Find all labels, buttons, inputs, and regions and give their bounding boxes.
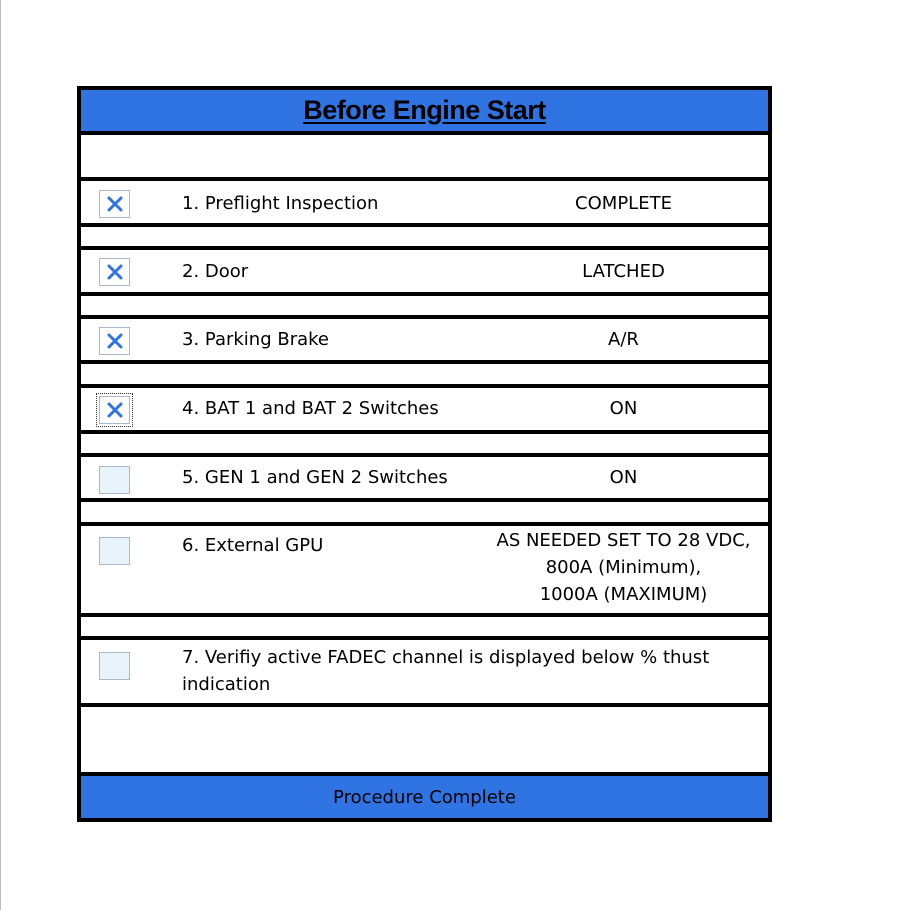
spacer-band: [77, 131, 772, 181]
value-line: 800A (Minimum),: [545, 557, 702, 578]
procedure-complete-button[interactable]: [77, 772, 772, 822]
check-x-icon: [106, 401, 124, 419]
checkbox-item-7[interactable]: [99, 652, 130, 680]
checkbox-item-3[interactable]: [99, 327, 130, 355]
value-line: 1000A (MAXIMUM): [539, 584, 708, 605]
checklist-panel: [77, 86, 772, 822]
item-label: 7. Verifiy active FADEC channel is displayed below % thust indication: [182, 647, 710, 695]
checklist-header: [77, 86, 772, 135]
checklist-row-1: [77, 177, 772, 227]
value-line: AS NEEDED SET TO 28 VDC,: [496, 530, 751, 551]
checkbox-item-2[interactable]: [99, 258, 130, 286]
checklist-row-4: [77, 384, 772, 434]
checklist-row-2: [77, 246, 772, 296]
item-value: LATCHED: [582, 261, 665, 282]
page-edge: [0, 0, 1, 910]
checklist-row-6: [77, 522, 772, 617]
item-label: 1. Preflight Inspection: [182, 193, 379, 214]
item-value: [481, 527, 766, 608]
checkbox-item-6[interactable]: [99, 537, 130, 565]
item-value: ON: [609, 398, 638, 419]
checklist-row-3: [77, 315, 772, 364]
item-label: 2. Door: [182, 261, 249, 282]
checklist-row-7: [77, 636, 772, 707]
item-label: 5. GEN 1 and GEN 2 Switches: [182, 467, 448, 488]
check-x-icon: [106, 332, 124, 350]
item-value: A/R: [608, 329, 639, 350]
checklist-title: Before Engine Start: [303, 95, 546, 125]
item-label: 6. External GPU: [182, 535, 324, 556]
checklist-row-5: [77, 453, 772, 502]
item-label: 3. Parking Brake: [182, 329, 329, 350]
spacer-band: [77, 703, 772, 776]
checkbox-item-4[interactable]: [99, 396, 130, 424]
procedure-complete-label: Procedure Complete: [333, 786, 516, 808]
item-label: 4. BAT 1 and BAT 2 Switches: [182, 398, 439, 419]
check-x-icon: [106, 195, 124, 213]
check-x-icon: [106, 263, 124, 281]
item-value: ON: [609, 467, 638, 488]
item-value: COMPLETE: [575, 193, 672, 214]
checkbox-item-5[interactable]: [99, 466, 130, 494]
checkbox-item-1[interactable]: [99, 190, 130, 218]
